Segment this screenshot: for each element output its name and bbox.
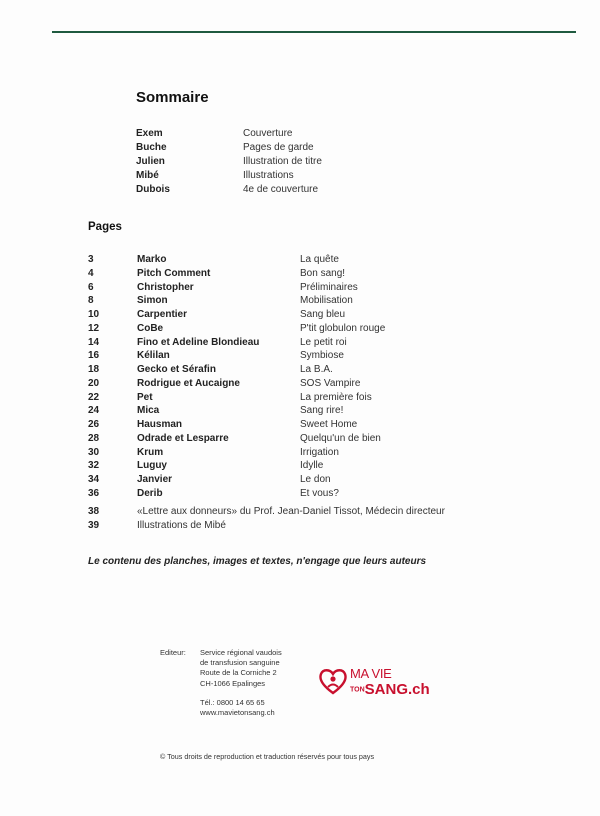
story-title: Le petit roi [300,336,347,348]
website-link[interactable]: www.mavietonsang.ch [200,708,275,718]
story-title: Sang bleu [300,309,346,320]
mavietonsang-logo [318,664,448,704]
publisher-contact [200,698,275,718]
logo-top-text: MA VIE [350,666,392,681]
page-number: 3 [88,254,94,265]
author-name: Krum [137,446,164,458]
story-title: SOS Vampire [300,377,361,389]
story-title: Bon sang! [300,267,346,279]
page-title: Sommaire [136,89,209,106]
page-number: 28 [88,432,100,444]
page-number: 10 [88,309,100,320]
disclaimer: Le contenu des planches, images et textes, n'engage que leurs auteurs [88,556,427,567]
publisher-address [200,648,282,689]
page-number: 30 [88,446,100,458]
page-number: 22 [88,391,100,403]
credit-role: Illustration de titre [243,156,322,167]
publisher-label: Editeur: [160,648,186,657]
author-name: Rodrigue et Aucaigne [137,377,240,389]
extra-page-number: 39 [88,520,100,531]
story-title: P'tit globulon rouge [300,322,386,334]
author-name: Simon [137,295,168,307]
author-name: Pitch Comment [137,267,211,279]
page-number: 4 [88,267,94,279]
page-number: 12 [88,322,100,334]
logo-sang: SANG.ch [364,681,430,698]
page-number: 20 [88,377,100,389]
pages-heading: Pages [88,221,122,233]
author-name: Odrade et Lesparre [137,432,229,444]
page-number: 8 [88,295,94,307]
phone: Tél.: 0800 14 65 65 [200,698,265,707]
page-number: 14 [88,336,100,348]
story-title: Irrigation [300,446,339,458]
extra-page-number: 38 [88,506,100,517]
address-line: CH-1066 Epalinges [200,678,266,688]
extra-text: Illustrations de Mibé [137,520,226,531]
page-number: 18 [88,364,100,375]
logo-bottom-text [350,681,430,699]
author-name: Fino et Adeline Blondieau [137,336,260,348]
author-name: CoBe [137,322,164,334]
story-title: Mobilisation [300,295,353,307]
copyright: © Tous droits de reproduction et traduction réservés pour tous pays [160,752,375,761]
page-number: 16 [88,350,100,362]
credit-name: Dubois [136,184,170,195]
author-name: Gecko et Sérafin [137,364,216,375]
address-line: Service régional vaudois [200,648,282,657]
author-name: Christopher [137,281,194,293]
heart-icon [318,666,348,696]
story-title: Sweet Home [300,419,358,430]
author-name: Luguy [137,460,167,472]
story-title: Sang rire! [300,405,344,417]
credit-role: Pages de garde [243,142,314,153]
page-number: 26 [88,419,100,430]
story-title: Symbiose [300,350,344,362]
credit-name: Julien [136,156,165,167]
page-number: 34 [88,474,100,485]
credit-role: Couverture [243,128,293,139]
story-title: La quête [300,254,339,265]
story-title: Quelqu'un de bien [300,432,381,444]
author-name: Mica [137,405,160,417]
page-number: 32 [88,460,100,472]
story-title: Préliminaires [300,281,358,293]
author-name: Carpentier [137,309,188,320]
credit-role: Illustrations [243,170,294,181]
address-line: de transfusion sanguine [200,658,280,668]
extra-text: «Lettre aux donneurs» du Prof. Jean-Daniel Tissot, Médecin directeur [137,506,445,517]
page-number: 6 [88,281,94,293]
author-name: Derib [137,487,163,499]
story-title: La première fois [300,391,372,403]
author-name: Marko [137,254,167,265]
story-title: Idylle [300,460,324,472]
credit-name: Buche [136,142,167,153]
credit-name: Exem [136,128,163,139]
author-name: Hausman [137,419,183,430]
author-name: Kélilan [137,350,170,362]
author-name: Pet [137,391,153,403]
author-name: Janvier [137,474,173,485]
logo-ton: TON [350,686,365,694]
story-title: Et vous? [300,487,339,499]
story-title: Le don [300,474,331,485]
page-number: 24 [88,405,100,417]
credit-role: 4e de couverture [243,184,319,195]
credit-name: Mibé [136,170,159,181]
page-number: 36 [88,487,100,499]
header-rule [52,31,576,33]
story-title: La B.A. [300,364,333,375]
address-line: Route de la Corniche 2 [200,668,277,678]
